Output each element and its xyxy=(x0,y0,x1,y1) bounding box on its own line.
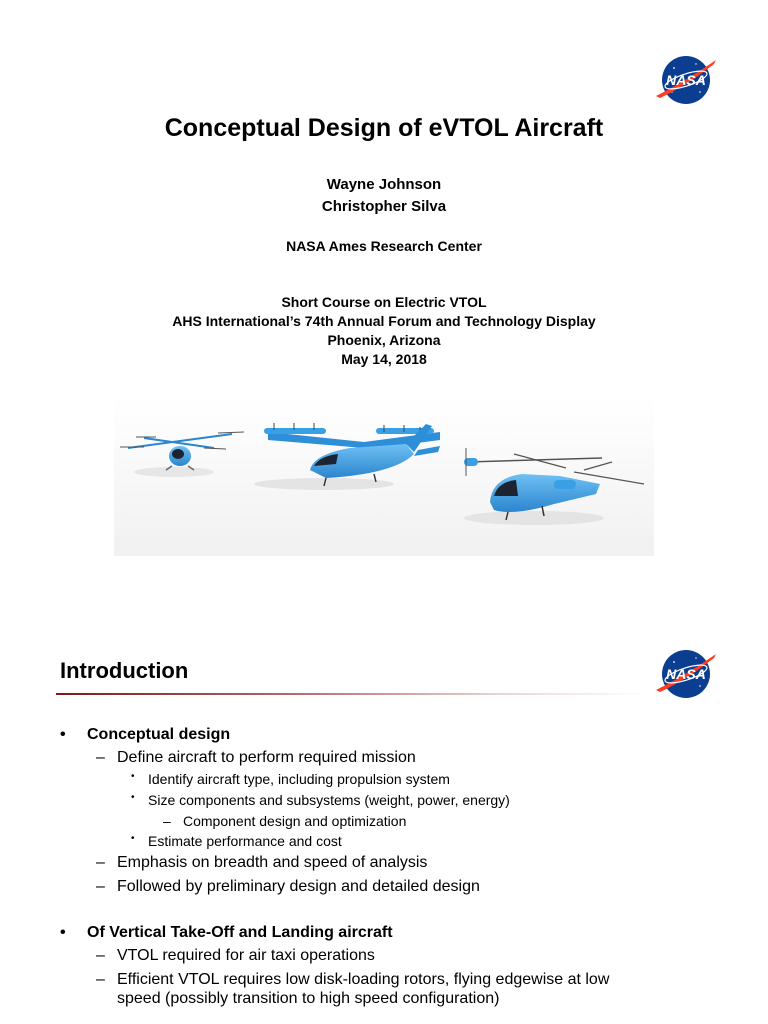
list-item: VTOL required for air taxi operations xyxy=(117,947,375,964)
list-item: Estimate performance and cost xyxy=(148,833,342,849)
nasa-logo-icon xyxy=(654,646,718,702)
nasa-logo-text: NASA xyxy=(666,72,706,88)
dash-marker: – xyxy=(163,813,171,829)
event-course: Short Course on Electric VTOL xyxy=(281,294,487,310)
list-item: Efficient VTOL requires low disk-loading rotors, flying edgewise at low xyxy=(117,971,610,988)
heading-divider xyxy=(56,693,646,695)
dash-marker: – xyxy=(96,947,105,964)
event-forum: AHS International’s 74th Annual Forum and Technology Display xyxy=(172,313,596,329)
author-name: Christopher Silva xyxy=(321,198,447,215)
small-bullet-marker: • xyxy=(131,833,135,844)
list-item: Component design and optimization xyxy=(183,813,407,829)
affiliation: NASA Ames Research Center xyxy=(286,238,482,254)
small-bullet-marker: • xyxy=(131,792,135,803)
bullet-marker: • xyxy=(60,726,66,743)
dash-marker: – xyxy=(96,854,105,871)
dash-marker: – xyxy=(96,971,105,988)
list-item: Followed by preliminary design and detailed design xyxy=(117,878,480,895)
small-bullet-marker: • xyxy=(131,771,135,782)
event-info xyxy=(0,293,768,369)
list-item: Define aircraft to perform required mission xyxy=(117,749,416,766)
nasa-logo-icon xyxy=(654,52,718,108)
event-date: May 14, 2018 xyxy=(341,351,427,367)
evtol-aircraft-image xyxy=(114,396,654,556)
dash-marker: – xyxy=(96,749,105,766)
author-name: Wayne Johnson xyxy=(326,176,442,193)
list-item-continuation: speed (possibly transition to high speed configuration) xyxy=(117,990,500,1007)
slide-heading: Introduction xyxy=(60,658,189,683)
event-location: Phoenix, Arizona xyxy=(327,332,441,348)
list-item: Identify aircraft type, including propulsion system xyxy=(148,771,450,787)
section-label: Conceptual design xyxy=(87,726,231,743)
bullet-marker: • xyxy=(60,924,66,941)
nasa-logo-text: NASA xyxy=(666,666,706,682)
list-item: Emphasis on breadth and speed of analysis xyxy=(117,854,428,871)
list-item: Size components and subsystems (weight, power, energy) xyxy=(148,792,510,808)
dash-marker: – xyxy=(96,878,105,895)
section-label: Of Vertical Take-Off and Landing aircraft xyxy=(87,924,393,941)
presentation-title: Conceptual Design of eVTOL Aircraft xyxy=(164,114,604,142)
